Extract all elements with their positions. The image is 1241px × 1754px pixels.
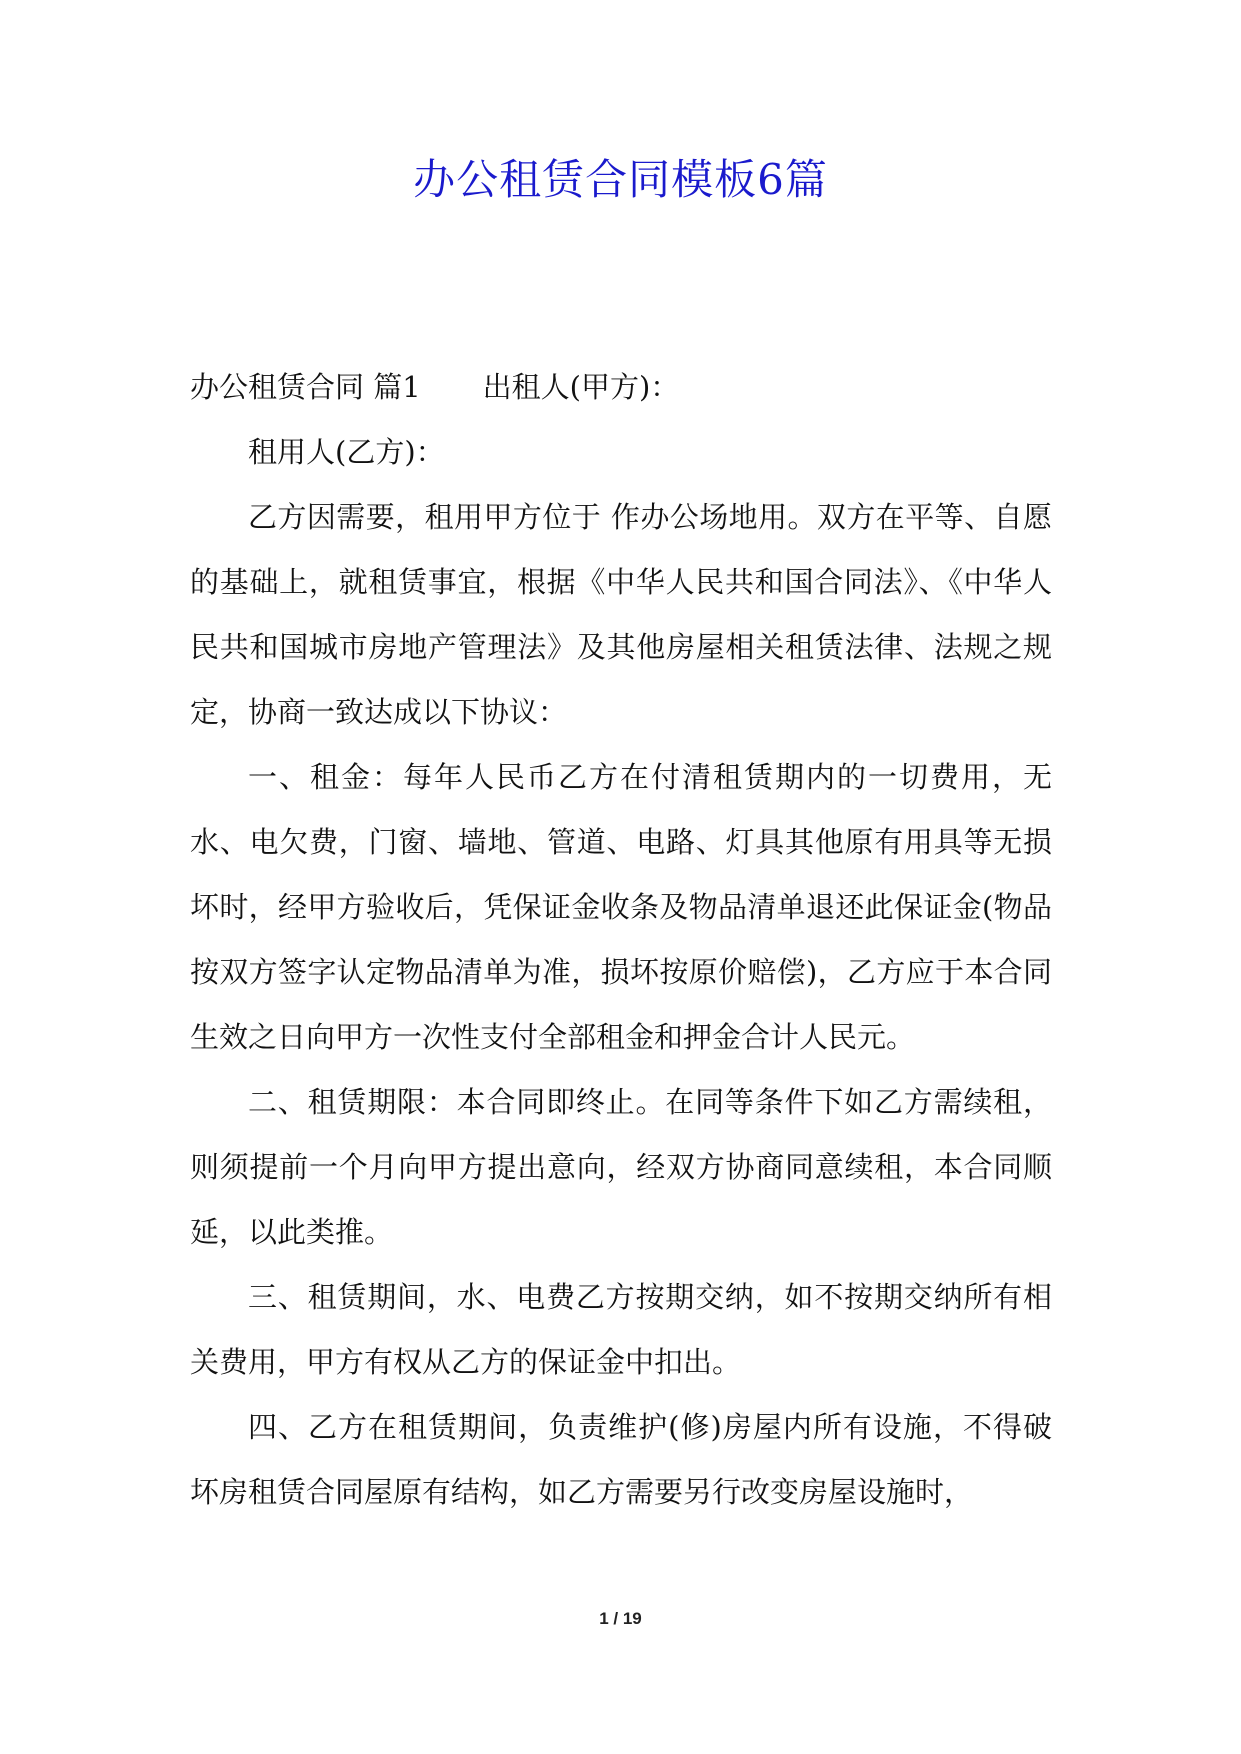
page-number: 1 / 19 [599, 1609, 642, 1628]
paragraph-intro: 乙方因需要，租用甲方位于 作办公场地用。双方在平等、自愿的基础上，就租赁事宜，根据《中华人民共和国合同法》、《中华人民共和国城市房地产管理法》及其他房屋相关租赁法律、法规之规定，协商一致达成以下协议： [190, 500, 1052, 729]
document-title: 办公租赁合同模板6篇 [413, 155, 828, 204]
paragraph-clause-3: 三、租赁期间，水、电费乙方按期交纳，如不按期交纳所有相关费用，甲方有权从乙方的保证金中扣出。 [190, 1280, 1052, 1379]
document-body [190, 355, 1052, 1525]
section-label: 办公租赁合同 篇1 [190, 370, 421, 404]
paragraph-lessee: 租用人(乙方)： [248, 435, 445, 469]
lessor-label: 出租人(甲方)： [482, 370, 680, 404]
paragraph-clause-1: 一、租金：每年人民币乙方在付清租赁期内的一切费用，无水、电欠费，门窗、墙地、管道、电路、灯具其他原有用具等无损坏时，经甲方验收后，凭保证金收条及物品清单退还此保证金(物品按双方签字认定物品清单为准，损坏按原价赔偿)，乙方应于本合同生效之日向甲方一次性支付全部租金和押金合计人民元。 [190, 760, 1052, 1054]
paragraph-clause-2: 二、租赁期限：本合同即终止。在同等条件下如乙方需续租，则须提前一个月向甲方提出意向，经双方协商同意续租，本合同顺延，以此类推。 [190, 1085, 1052, 1249]
first-line [190, 355, 1052, 420]
paragraph-clause-4: 四、乙方在租赁期间，负责维护(修)房屋内所有设施，不得破坏房租赁合同屋原有结构，如乙方需要另行改变房屋设施时， [190, 1410, 1052, 1509]
